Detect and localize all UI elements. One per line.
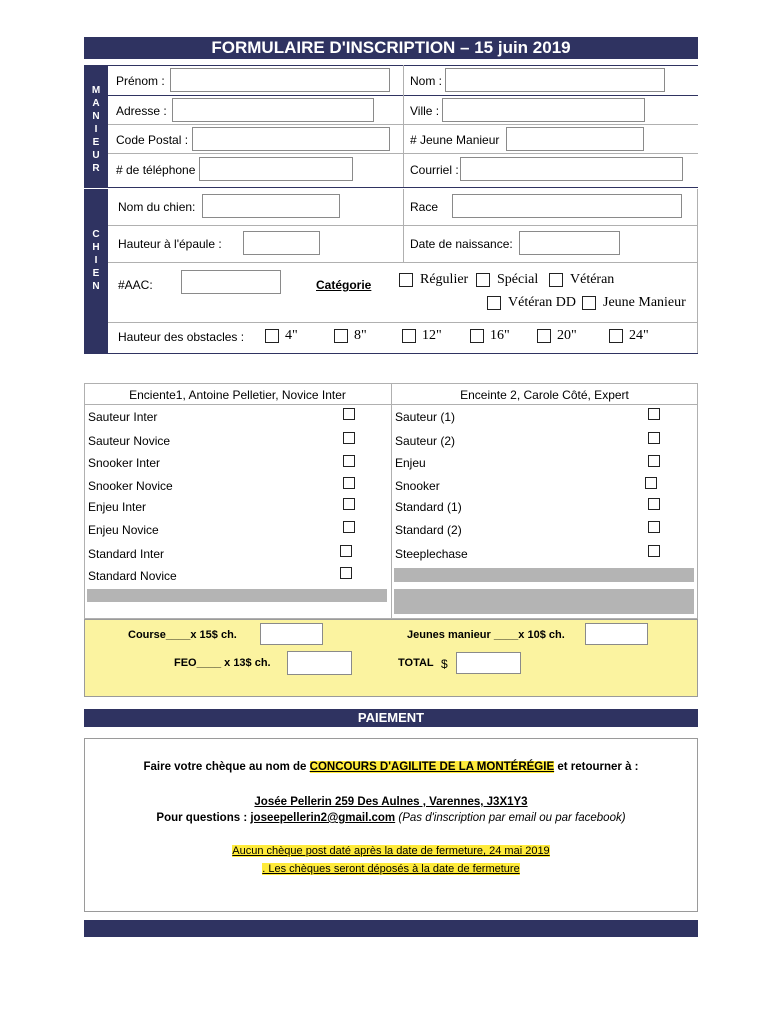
ring1-checkbox-5[interactable] — [343, 521, 355, 533]
height-16-checkbox[interactable] — [470, 329, 484, 343]
ring1-checkbox-0[interactable] — [343, 408, 355, 420]
ring1-checkbox-1[interactable] — [343, 432, 355, 444]
notice-deposit: . Les chèques seront déposés à la date de fermeture — [262, 863, 520, 875]
categorie-label: Catégorie — [316, 278, 372, 292]
payment-payee: CONCOURS D'AGILITE DE LA MONTÉRÉGIE — [309, 761, 555, 773]
ring1-empty-row — [87, 589, 387, 602]
height-12-checkbox[interactable] — [402, 329, 416, 343]
height-4-label: 4" — [285, 328, 298, 343]
jeune-manieur-field[interactable] — [506, 127, 644, 151]
height-24-label: 24" — [629, 328, 649, 343]
race-field[interactable] — [452, 194, 682, 218]
ring2-empty-row-1 — [394, 568, 694, 582]
feo-field[interactable] — [287, 651, 352, 675]
naissance-field[interactable] — [519, 231, 620, 255]
ring2-class-4: Standard (1) — [395, 500, 462, 514]
height-8-checkbox[interactable] — [334, 329, 348, 343]
aac-label: #AAC: — [118, 278, 153, 292]
ring1-checkbox-2[interactable] — [343, 455, 355, 467]
ring2-checkbox-6[interactable] — [648, 545, 660, 557]
ring2-class-2: Enjeu — [395, 456, 426, 470]
veteran-label: Vétéran — [570, 272, 615, 287]
ring2-class-3: Snooker — [395, 479, 440, 493]
ring2-header: Enceinte 2, Carole Côté, Expert — [460, 388, 629, 402]
feo-label: FEO____ x 13$ ch. — [174, 657, 271, 669]
payment-questions — [84, 812, 698, 824]
regulier-checkbox[interactable] — [399, 273, 413, 287]
height-20-label: 20" — [557, 328, 577, 343]
currency-label: $ — [441, 657, 448, 671]
hauteur-epaule-field[interactable] — [243, 231, 320, 255]
aac-field[interactable] — [181, 270, 281, 294]
dog-right-border — [697, 189, 698, 353]
prenom-label: Prénom : — [116, 74, 165, 88]
payment-instructions-post: et retourner à : — [557, 761, 639, 773]
veteran-dd-checkbox[interactable] — [487, 296, 501, 310]
ring2-empty-row-2 — [394, 589, 694, 614]
dog-bottom-line — [84, 353, 698, 354]
form-title: FORMULAIRE D'INSCRIPTION – 15 juin 2019 — [84, 37, 698, 59]
ring1-checkbox-4[interactable] — [343, 498, 355, 510]
ring2-checkbox-0[interactable] — [648, 408, 660, 420]
nom-label: Nom : — [410, 74, 443, 88]
veteran-dd-label: Vétéran DD — [508, 295, 577, 310]
payment-header: PAIEMENT — [84, 709, 698, 727]
ring2-checkbox-2[interactable] — [648, 455, 660, 467]
ring2-class-1: Sauteur (2) — [395, 434, 456, 448]
ring2-checkbox-5[interactable] — [648, 521, 660, 533]
ring1-checkbox-6[interactable] — [340, 545, 352, 557]
dog-divider-3 — [108, 322, 698, 323]
dog-divider-2 — [108, 262, 698, 263]
nom-chien-label: Nom du chien: — [118, 200, 196, 214]
ring1-class-6: Standard Inter — [88, 547, 165, 561]
race-label: Race — [410, 200, 439, 214]
ring1-class-2: Snooker Inter — [88, 456, 161, 470]
rings-column-divider — [391, 383, 392, 619]
ring2-checkbox-4[interactable] — [648, 498, 660, 510]
adresse-label: Adresse : — [116, 104, 167, 118]
height-12-label: 12" — [422, 328, 442, 343]
total-label: TOTAL — [398, 657, 434, 669]
telephone-field[interactable] — [199, 157, 353, 181]
dog-column-divider — [403, 189, 404, 262]
height-4-checkbox[interactable] — [265, 329, 279, 343]
ring1-checkbox-3[interactable] — [343, 477, 355, 489]
ville-field[interactable] — [442, 98, 645, 122]
footer-bar — [84, 920, 698, 937]
ring2-class-5: Standard (2) — [395, 523, 462, 537]
ring2-checkbox-1[interactable] — [648, 432, 660, 444]
code-postal-field[interactable] — [192, 127, 390, 151]
naissance-label: Date de naissance: — [410, 237, 513, 251]
special-checkbox[interactable] — [476, 273, 490, 287]
jeunes-field[interactable] — [585, 623, 648, 645]
jeune-manieur-label: # Jeune Manieur — [410, 133, 500, 147]
ring2-class-6: Steeplechase — [395, 547, 468, 561]
height-8-label: 8" — [354, 328, 367, 343]
ring1-class-1: Sauteur Novice — [88, 434, 171, 448]
height-24-checkbox[interactable] — [609, 329, 623, 343]
nom-field[interactable] — [445, 68, 665, 92]
handler-bottom-line — [84, 187, 698, 188]
ring1-class-0: Sauteur Inter — [88, 410, 158, 424]
course-label: Course____x 15$ ch. — [128, 629, 237, 641]
ring1-class-3: Snooker Novice — [88, 479, 173, 493]
telephone-label: # de téléphone — [116, 163, 196, 177]
obstacles-label: Hauteur des obstacles : — [118, 330, 245, 344]
notice-postdated: Aucun chèque post daté après la date de fermeture, 24 mai 2019 — [232, 845, 550, 857]
handler-tab-label: M A N I E U R — [91, 85, 101, 174]
height-16-label: 16" — [490, 328, 510, 343]
total-field[interactable] — [456, 652, 521, 674]
ville-label: Ville : — [410, 104, 440, 118]
courriel-label: Courriel : — [410, 163, 459, 177]
handler-top-line — [84, 65, 698, 66]
courriel-field[interactable] — [460, 157, 683, 181]
prenom-field[interactable] — [170, 68, 390, 92]
course-field[interactable] — [260, 623, 323, 645]
ring1-checkbox-7[interactable] — [340, 567, 352, 579]
ring1-class-4: Enjeu Inter — [88, 500, 147, 514]
payment-notices — [84, 842, 698, 878]
adresse-field[interactable] — [172, 98, 374, 122]
payment-instructions-pre: Faire votre chèque au nom de — [143, 761, 307, 773]
jeune-manieur-checkbox[interactable] — [582, 296, 596, 310]
regulier-label: Régulier — [420, 272, 469, 287]
ring2-class-0: Sauteur (1) — [395, 410, 456, 424]
dog-tab-label: C H I E N — [92, 229, 100, 292]
code-postal-label: Code Postal : — [116, 133, 189, 147]
height-20-checkbox[interactable] — [537, 329, 551, 343]
handler-column-divider — [403, 65, 404, 187]
ring2-checkbox-3[interactable] — [645, 477, 657, 489]
nom-chien-field[interactable] — [202, 194, 340, 218]
veteran-checkbox[interactable] — [549, 273, 563, 287]
hauteur-epaule-label: Hauteur à l'épaule : — [118, 237, 222, 251]
special-label: Spécial — [497, 272, 539, 287]
contact-email-link[interactable]: joseepellerin2@gmail.com — [250, 812, 396, 824]
ring1-header: Enciente1, Antoine Pelletier, Novice Inter — [129, 388, 346, 402]
questions-label: Pour questions : — [156, 812, 248, 824]
jeunes-label: Jeunes manieur ____x 10$ ch. — [407, 629, 565, 641]
payment-instructions — [84, 761, 698, 773]
payment-address: Josée Pellerin 259 Des Aulnes , Varennes, J3X1Y3 — [254, 796, 528, 808]
ring1-class-7: Standard Novice — [88, 569, 177, 583]
ring1-class-5: Enjeu Novice — [88, 523, 159, 537]
questions-note: (Pas d'inscription par email ou par facebook) — [398, 812, 626, 824]
rings-header-line — [84, 404, 698, 405]
jeune-manieur-cat-label: Jeune Manieur — [603, 295, 686, 310]
